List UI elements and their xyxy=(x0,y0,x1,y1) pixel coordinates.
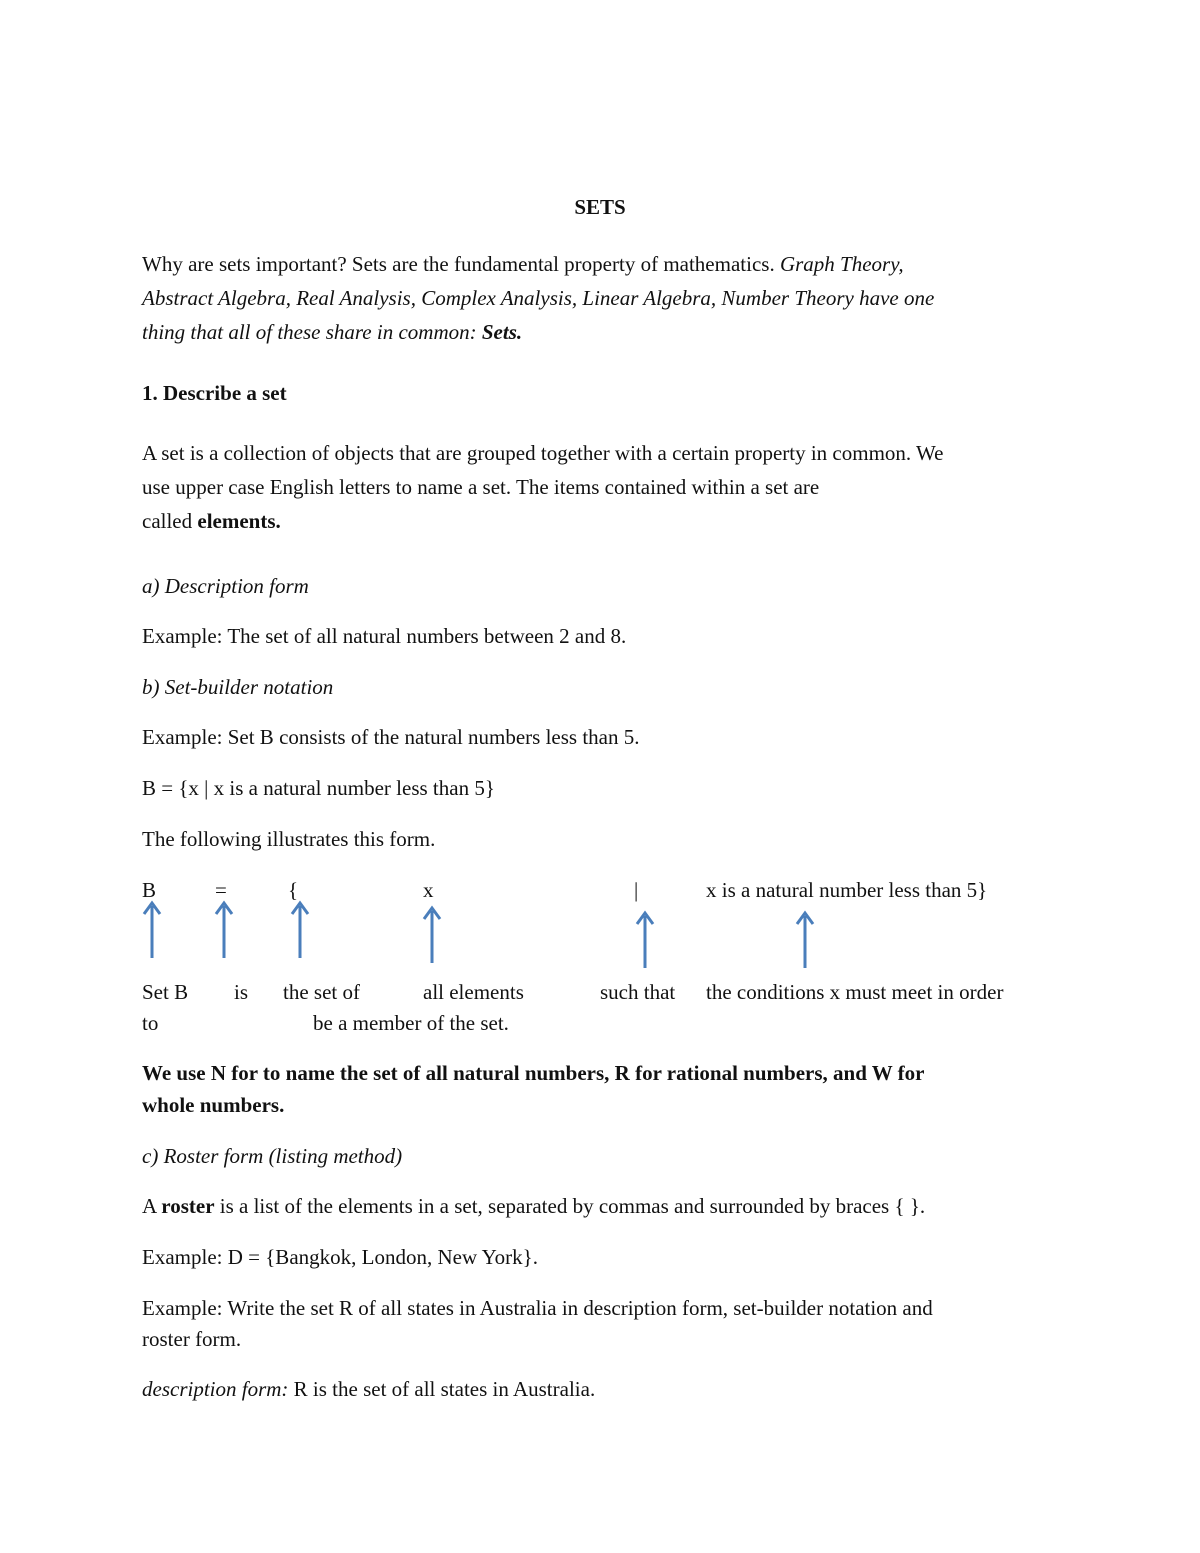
diagram-caption-the-set-of: the set of xyxy=(283,980,360,1004)
diagram-caption-is: is xyxy=(234,980,249,1004)
diagram-caption-conditions: the conditions x must meet in order xyxy=(706,980,1004,1004)
description-form-answer-label: description form: xyxy=(142,1377,289,1401)
definition-line-2: use upper case English letters to name a set. The items contained within a set are xyxy=(142,475,820,499)
diagram-symbol-b: B xyxy=(142,878,157,902)
set-builder-notation: B = {x | x is a natural number less than 5} xyxy=(142,776,495,800)
diagram-symbol-open-brace: { xyxy=(288,878,299,902)
up-arrow-icon xyxy=(422,905,442,965)
diagram-caption-to: to xyxy=(142,1011,159,1035)
diagram-caption-such-that: such that xyxy=(600,980,676,1004)
description-form-answer-text: R is the set of all states in Australia. xyxy=(293,1377,596,1401)
set-builder-example: Example: Set B consists of the natural numbers less than 5. xyxy=(142,725,640,749)
intro-italic-text-1: Graph Theory, xyxy=(779,252,904,276)
diagram-symbol-such-that-bar: | xyxy=(634,878,639,902)
naming-note-line-1: We use N for to name the set of all natural numbers, R for rational numbers, and W for xyxy=(142,1061,925,1085)
definition-called-text: called xyxy=(142,509,193,533)
description-form-example: Example: The set of all natural numbers between 2 and 8. xyxy=(142,624,627,648)
roster-definition xyxy=(142,1196,925,1217)
definition-line-1: A set is a collection of objects that are grouped together with a certain property in common. We xyxy=(142,441,944,465)
naming-note-line-2: whole numbers. xyxy=(142,1093,285,1117)
up-arrow-icon xyxy=(635,910,655,970)
definition-line-3 xyxy=(142,511,281,532)
roster-example-1: Example: D = {Bangkok, London, New York}. xyxy=(142,1245,538,1269)
diagram-caption-set-b: Set B xyxy=(142,980,189,1004)
roster-definition-a: A xyxy=(142,1194,157,1218)
intro-line-2: Abstract Algebra, Real Analysis, Complex Analysis, Linear Algebra, Number Theory have one xyxy=(142,286,935,310)
roster-definition-bold: roster xyxy=(161,1194,215,1218)
intro-line-1 xyxy=(142,254,904,275)
up-arrow-icon xyxy=(214,900,234,960)
intro-bold-italic-sets: Sets. xyxy=(481,320,523,344)
diagram-symbol-condition: x is a natural number less than 5} xyxy=(706,878,988,902)
up-arrow-icon xyxy=(795,910,815,970)
up-arrow-icon xyxy=(290,900,310,960)
description-form-label: a) Description form xyxy=(142,574,309,598)
roster-example-2-line-1: Example: Write the set R of all states in Australia in description form, set-builder notation and xyxy=(142,1296,933,1320)
intro-plain-text: Why are sets important? Sets are the fundamental property of mathematics. xyxy=(142,252,775,276)
diagram-symbol-equals: = xyxy=(215,878,227,902)
intro-italic-text-3: thing that all of these share in common: xyxy=(142,320,477,344)
diagram-symbol-x: x xyxy=(423,878,434,902)
diagram-caption-member: be a member of the set. xyxy=(313,1011,509,1035)
section-heading-describe-a-set: 1. Describe a set xyxy=(142,381,287,405)
roster-definition-rest: is a list of the elements in a set, separated by commas and surrounded by braces { }. xyxy=(219,1194,926,1218)
diagram-caption-all-elements: all elements xyxy=(423,980,524,1004)
up-arrow-icon xyxy=(142,900,162,960)
roster-form-label: c) Roster form (listing method) xyxy=(142,1144,403,1168)
description-form-answer xyxy=(142,1379,595,1400)
intro-line-3 xyxy=(142,322,522,343)
illustrates-text: The following illustrates this form. xyxy=(142,827,436,851)
definition-elements-bold: elements. xyxy=(197,509,281,533)
set-builder-label: b) Set-builder notation xyxy=(142,675,334,699)
roster-example-2-line-2: roster form. xyxy=(142,1327,242,1351)
page-title: SETS xyxy=(574,195,626,219)
